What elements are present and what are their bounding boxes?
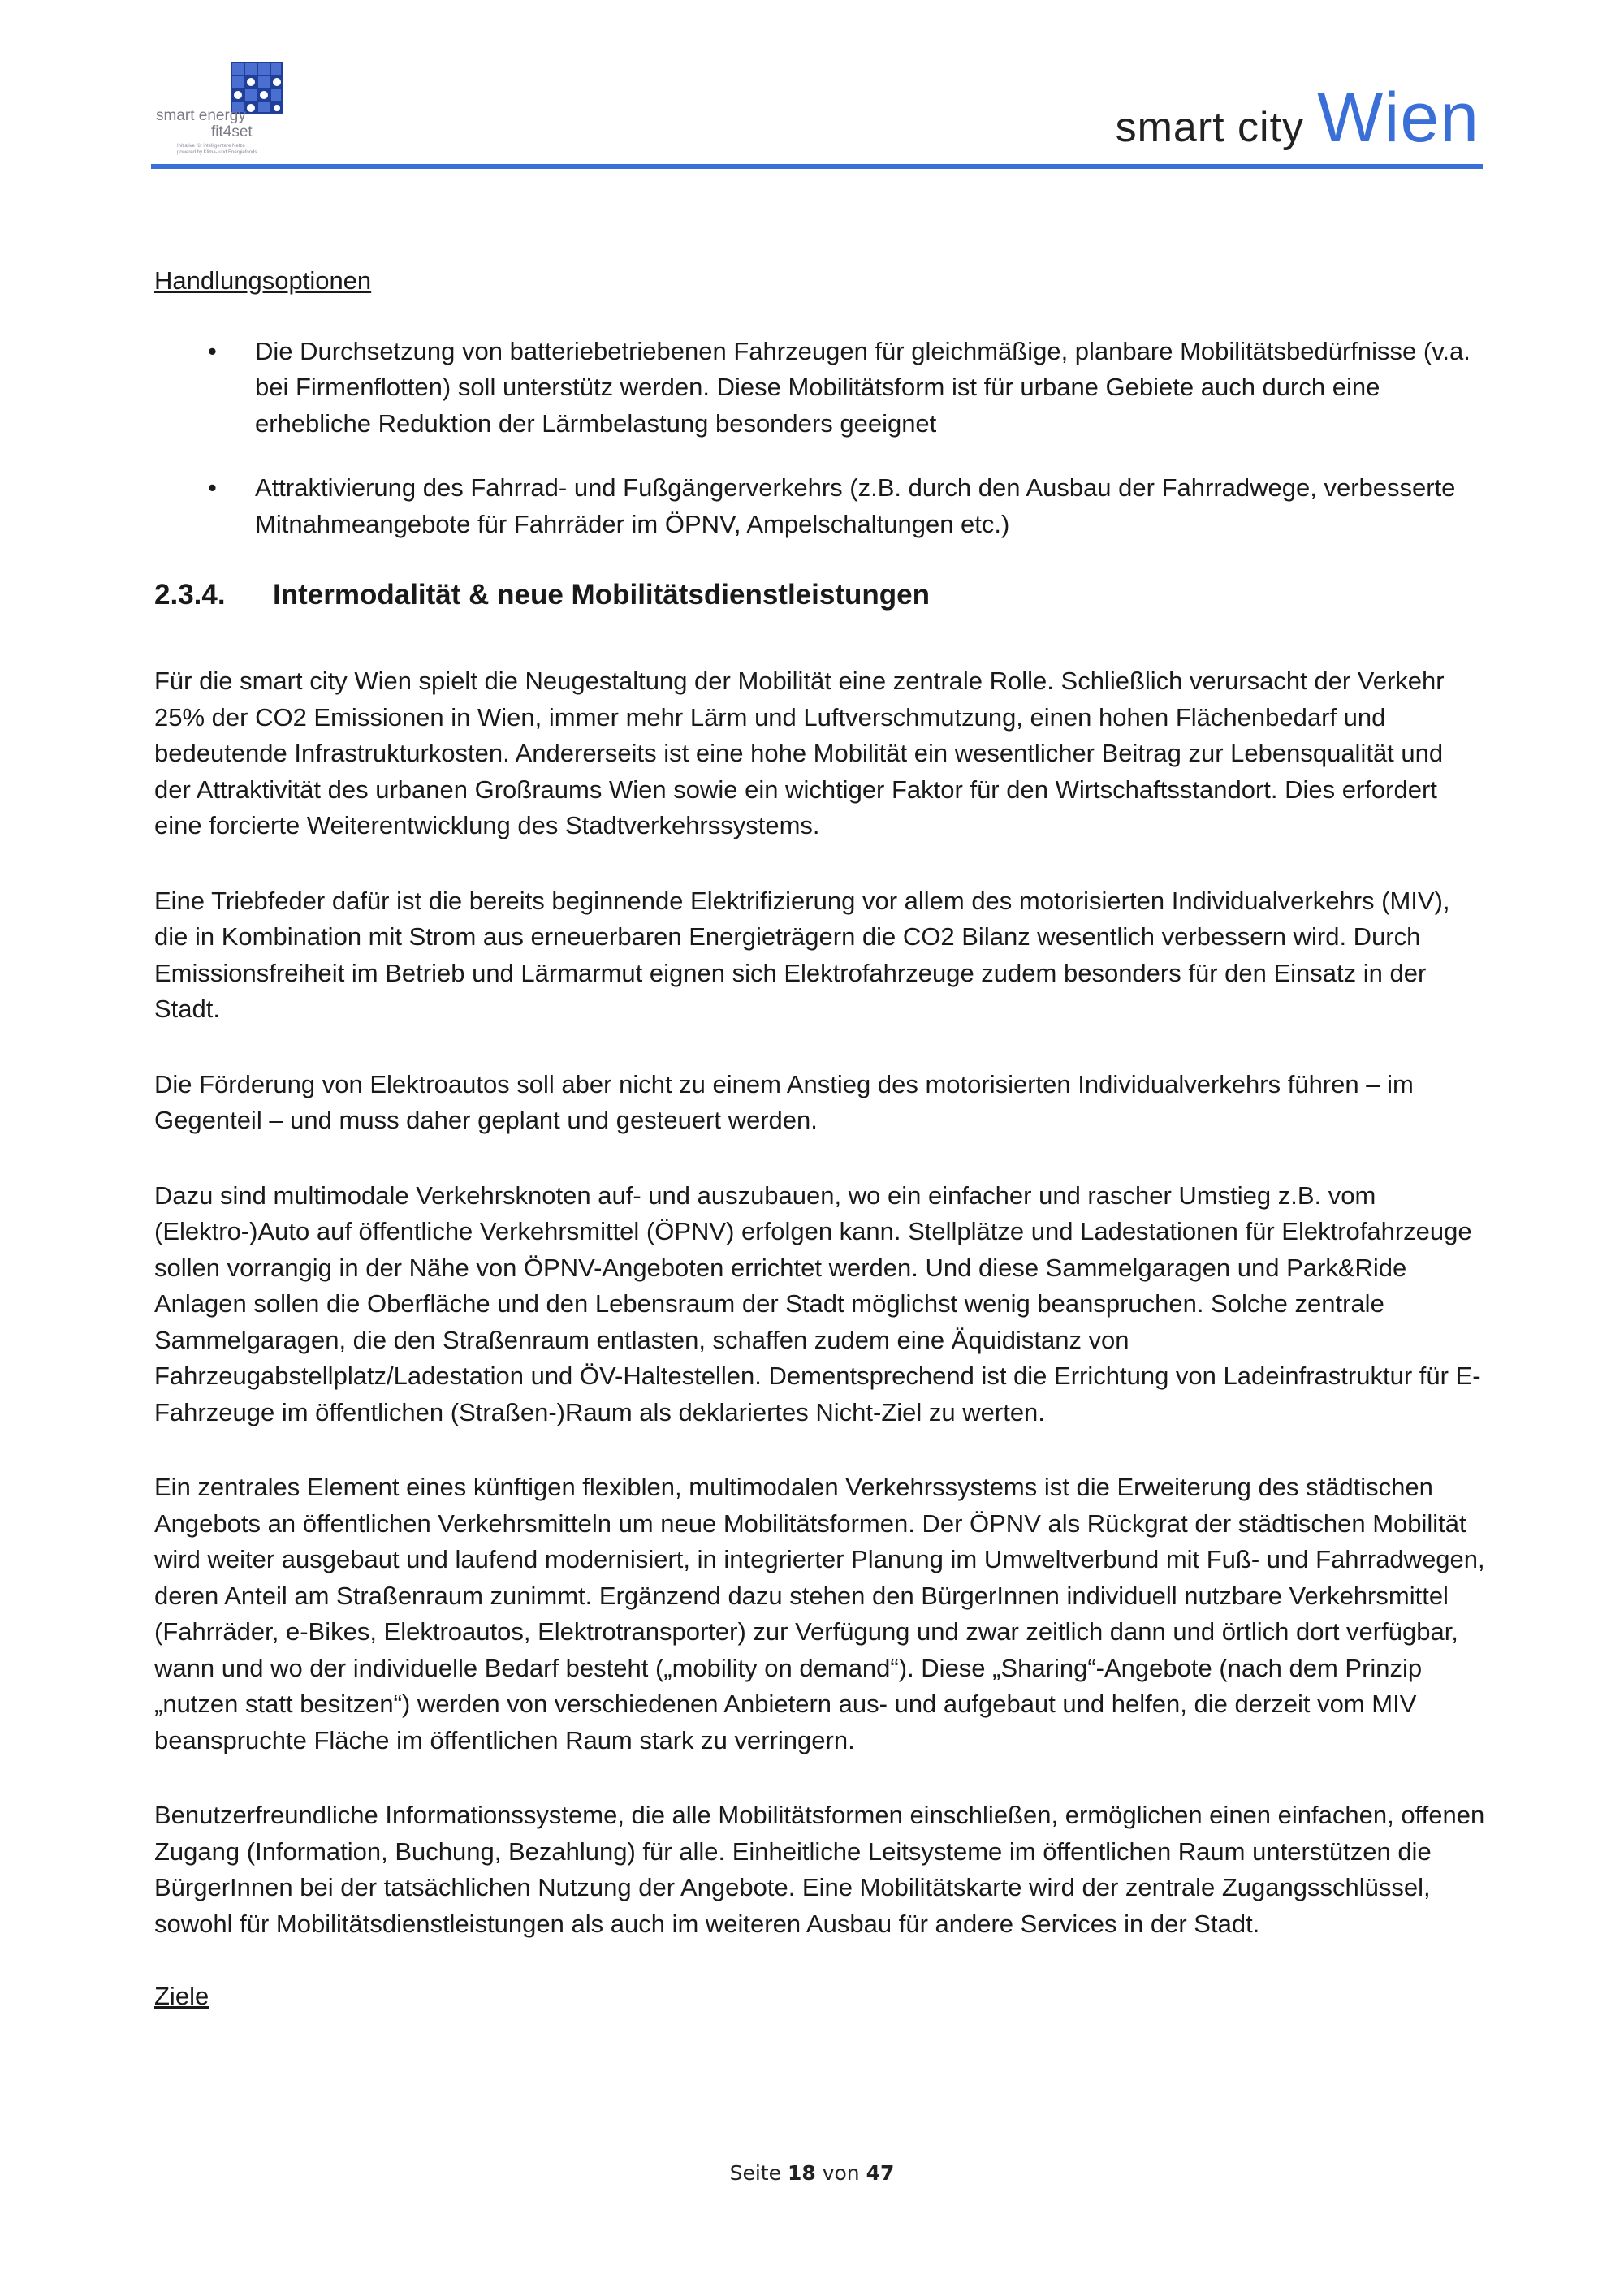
footer-total-pages: 47 bbox=[866, 2161, 895, 2185]
options-list bbox=[154, 334, 1486, 543]
paragraph: Für die smart city Wien spielt die Neugestaltung der Mobilität eine zentrale Rolle. Schließlich verursacht der Verkehr 25% der CO2 Emissionen in Wien, immer mehr Lärm und Luftverschmutzung, einen hohen Flächenbedarf und bedeutende Infrastrukturkosten. Andererseits ist eine hohe Mobilität ein wesentlicher Beitrag zur Lebensqualität und der Attraktivität des urbanen Großraums Wien sowie ein wichtiger Faktor für den Wirtschaftsstandort. Dies erfordert eine forcierte Weiterentwicklung des Stadtverkehrssystems. bbox=[154, 667, 1445, 839]
section-heading bbox=[154, 576, 1486, 615]
logo bbox=[153, 62, 291, 155]
logo-text-fit4set: fit4set bbox=[211, 123, 253, 140]
logo-tagline: Initiative für intelligentere Netze powered by Klima- und Energiefonds bbox=[177, 144, 257, 155]
paragraph: Eine Triebfeder dafür ist die bereits beginnende Elektrifizierung vor allem des motorisierten Individualverkehrs (MIV), die in Kombination mit Strom aus erneuerbaren Energieträgern die CO2 Bilanz wesentlich verbessern wird. Durch Emissionsfreiheit im Betrieb und Lärmarmut eignen sich Elektrofahrzeuge zudem besonders für den Einsatz in der Stadt. bbox=[154, 886, 1450, 1023]
list-item-text: Die Durchsetzung von batteriebetriebenen Fahrzeugen für gleichmäßige, planbare Mobilitätsbedürfnisse (v.a. bei Firmenflotten) soll unterstütz werden. Diese Mobilitätsform ist für urbane Gebiete auch durch eine erhebliche Reduktion der Lärmbelastung besonders geeignet bbox=[255, 336, 1471, 438]
ziele-heading: Ziele bbox=[154, 1982, 209, 2010]
footer-current-page: 18 bbox=[787, 2161, 816, 2185]
brand-prefix: smart city bbox=[1115, 104, 1305, 151]
list-item-text: Attraktivierung des Fahrrad- und Fußgängerverkehrs (z.B. durch den Ausbau der Fahrradwege, verbesserte Mitnahmeangebote für Fahrräder im ÖPNV, Ampelschaltungen etc.) bbox=[255, 473, 1456, 538]
section-number: 2.3.4. bbox=[154, 579, 226, 611]
page-footer bbox=[0, 2161, 1624, 2185]
handlungsoptionen-heading: Handlungsoptionen bbox=[154, 266, 372, 295]
list-item bbox=[154, 470, 1486, 542]
section-title: Intermodalität & neue Mobilitätsdienstleistungen bbox=[273, 579, 930, 611]
list-item bbox=[154, 334, 1486, 442]
brand-city: Wien bbox=[1317, 79, 1479, 157]
footer-page-label: Seite bbox=[729, 2161, 781, 2185]
paragraph: Dazu sind multimodale Verkehrsknoten auf- und auszubauen, wo ein einfacher und rascher Umstieg z.B. vom (Elektro-)Auto auf öffentliche Verkehrsmittel (ÖPNV) erfolgen kann. Stellplätze und Ladestationen für Elektrofahrzeuge sollen vorrangig in der Nähe von ÖPNV-Angeboten errichtet werden. Und diese Sammelgaragen und Park&Ride Anlagen sollen die Oberfläche und den Lebensraum der Stadt möglichst wenig beanspruchen. Solche zentrale Sammelgaragen, die den Straßenraum entlasten, schaffen zudem eine Äquidistanz von Fahrzeugabstellplatz/Ladestation und ÖV-Haltestellen. Dementsprechend ist die Errichtung von Ladeinfrastruktur für E-Fahrzeuge im öffentlichen (Straßen-)Raum als deklariertes Nicht-Ziel zu werten. bbox=[154, 1180, 1481, 1426]
bullet-icon: • bbox=[208, 336, 217, 365]
bullet-icon: • bbox=[208, 473, 217, 502]
paragraph: Ein zentrales Element eines künftigen flexiblen, multimodalen Verkehrssystems ist die Erweiterung des städtischen Angebots an öffentlichen Verkehrsmitteln um neue Mobilitätsformen. Der ÖPNV als Rückgrat der städtischen Mobilität wird weiter ausgebaut und laufend modernisiert, in integrierter Planung im Umweltverbund mit Fuß- und Fahrradwegen, deren Anteil am Straßenraum zunimmt. Ergänzend dazu stehen den BürgerInnen individuell nutzbare Verkehrsmittel (Fahrräder, e-Bikes, Elektroautos, Elektrotransporter) zur Verfügung und zwar zeitlich dann und örtlich dort verfügbar, wann und wo der individuelle Bedarf besteht („mobility on demand“). Diese „Sharing“-Angebote (nach dem Prinzip „nutzen statt besitzen“) werden von verschiedenen Anbietern aus- und aufgebaut und helfen, die derzeit vom MIV beanspruchte Fläche im öffentlichen Raum stark zu verringern. bbox=[154, 1473, 1485, 1754]
header-divider bbox=[151, 164, 1483, 169]
paragraph: Benutzerfreundliche Informationssysteme, die alle Mobilitätsformen einschließen, ermöglichen einen einfachen, offenen Zugang (Information, Buchung, Bezahlung) für alle. Einheitliche Leitsysteme im öffentlichen Raum unterstützen die BürgerInnen bei der tatsächlichen Nutzung der Angebote. Eine Mobilitätskarte wird der zentrale Zugangsschlüssel, sowohl für Mobilitätsdienstleistungen als auch im weiteren Ausbau für andere Services in der Stadt. bbox=[154, 1801, 1485, 1938]
paragraph: Die Förderung von Elektroautos soll aber nicht zu einem Anstieg des motorisierten Individualverkehrs führen – im Gegenteil – und muss daher geplant und gesteuert werden. bbox=[154, 1069, 1414, 1134]
brand-title bbox=[1116, 78, 1479, 158]
footer-of-label: von bbox=[822, 2161, 860, 2185]
page-content bbox=[154, 263, 1486, 2015]
logo-text-smart-energy: smart energy bbox=[156, 107, 246, 124]
logo-grid-icon bbox=[231, 62, 283, 114]
